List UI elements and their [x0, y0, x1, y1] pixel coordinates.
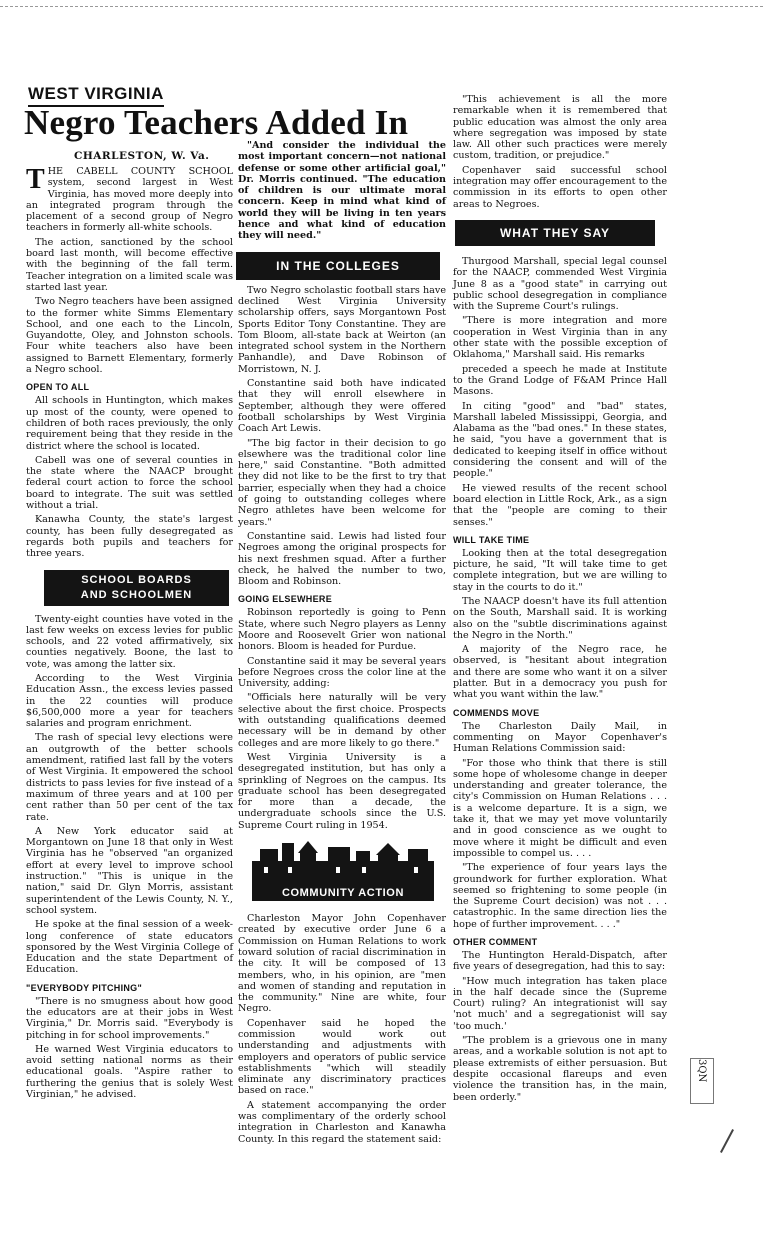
top-dashed-border [0, 6, 763, 7]
paragraph: The rash of special levy elections were an outgrowth of the better schools amendment, ratified last fall by the voters of West Virginia. It empowered the school districts to pass levies for five instead of a maximum of three years and at 100 per cent rather than 50 per cent of the tax rate. [26, 732, 233, 823]
paragraph: Constantine said. Lewis had listed four Negroes among the original prospects for his next freshmen squad. After a further check, he halved the number to two, Bloom and Robinson. [238, 530, 446, 588]
paragraph: The NAACP doesn't have its full attention on the South, Marshall said. It is working also on the "subtle discriminations against the Negro in the North." [453, 595, 667, 641]
section-box-colleges: IN THE COLLEGES [236, 252, 440, 280]
subhead-will-take-time: WILL TAKE TIME [453, 534, 530, 545]
subhead-open-to-all: OPEN TO ALL [26, 382, 90, 393]
paragraph: "How much integration has taken place in the half decade since the (Supreme Court) ruling? An integrationist will say 'not much' and a segregationist will say 'too much.' [453, 975, 667, 1032]
paragraph: Kanawha County, the state's largest county, has been fully desegregated as regards both pupils and teachers for three years. [26, 514, 233, 560]
headline: Negro Teachers Added In [24, 103, 409, 142]
paragraph: "For those who think that there is still some hope of wholesome change in deeper understanding and greater tolerance, the city's Commission on Human Relations . . . is a welcome departure. It is a sign, we take it, that we may yet move voluntarily and in good conscience as we ought to move where it might be difficult and even impossible to compel us. . . . [453, 757, 667, 859]
paragraph: Cabell was one of several counties in the state where the NAACP brought federal court action to force the school board to integrate. The suit was settled without a trial. [26, 454, 233, 512]
paragraph: Twenty-eight counties have voted in the last few weeks on excess levies for public schools, and 22 voted affirmatively, six counties negatively. Boone, the last to vote, was among the latter six. [26, 613, 233, 670]
paragraph: A majority of the Negro race, he observed, is "hesitant about integration and there are some who want it on a silver platter. But in a democracy you push for what you want within the law." [453, 644, 667, 701]
section-label: WEST VIRGINIA [28, 84, 164, 107]
paragraph: Constantine said both have indicated that they will enroll elsewhere in September, although they were offered football scholarships by West Virginia Coach Art Lewis. [238, 378, 446, 435]
paragraph: The action, sanctioned by the school board last month, will become effective with the beginning of the fall term. Teacher integration on a limited scale was started last year. [26, 236, 233, 293]
paragraph: "The experience of four years lays the groundwork for further exploration. What seemed so frightening to some people (in the Supreme Court decision) was not . . . catastrophic. In the same direction lies the hope of further improvement. . . ." [453, 862, 667, 930]
paragraph: The Huntington Herald-Dispatch, after five years of desegregation, had this to say: [453, 950, 667, 973]
paragraph: A New York educator said at Morgantown on June 18 that only in West Virginia has he "observed "an organized effort at every level to improve school instruction." "This is unique in the nation," said Dr. Glyn Morris, assistant superintendent of the Lewis County, N. Y., school system. [26, 825, 233, 916]
section-box-school-boards [44, 570, 229, 606]
paragraph: Constantine said it may be several years before Negroes cross the color line at the University, adding: [238, 655, 446, 690]
paragraph: "There is no smugness about how good the educators are at their jobs in West Virginia," Dr. Morris said. "Everybody is pitching in for school improvements." [26, 995, 233, 1041]
paragraph: "Officials here naturally will be very selective about the first choice. Prospects with outstanding qualifications deemed necessary will be in demand by other colleges and are more likely to go there." [238, 692, 446, 749]
edge-stamp-text: 3QN [696, 1059, 707, 1083]
paragraph: Robinson reportedly is going to Penn State, where such Negro players as Lenny Moore and Roosevelt Grier won national honors. Bloom is headed for Purdue. [238, 607, 446, 653]
paragraph: West Virginia University is a desegregated institution, but has only a sprinkling of Negroes on the campus. Its graduate school has been desegregated for more than a decade, the undergraduate schools since the U.S. Supreme Court ruling in 1954. [238, 751, 446, 831]
subhead-going-elsewhere: GOING ELSEWHERE [238, 594, 333, 605]
paragraph: The Charleston Daily Mail, in commenting on Mayor Copenhaver's Human Relations Commission said: [453, 720, 667, 755]
paragraph: Copenhaver said successful school integration may offer encouragement to the commission in its efforts to open other areas to Negroes. [453, 164, 667, 210]
subhead-other-comment: OTHER COMMENT [453, 937, 538, 947]
column-1 [26, 166, 233, 1103]
community-action-illustration [248, 839, 438, 903]
paragraph: In citing "good" and "bad" states, Marshall labeled Mississippi, Georgia, and Alabama as the "bad ones." In these states, he said, "you have a government that is dedicated to keeping itself in office without considering the consent and will of the people." [453, 400, 667, 480]
paragraph: "This achievement is all the more remarkable when it is remembered that public education was almost the only area where segregation was imposed by state law. All other such practices were merely custom, tradition, or prejudice." [453, 94, 667, 162]
paragraph: He spoke at the final session of a week-long conference of state educators sponsored by the West Virginia College of Education and the state Department of Education. [26, 919, 233, 976]
dateline: CHARLESTON, W. Va. [74, 150, 210, 162]
box-line-2: AND SCHOOLMEN [80, 588, 193, 601]
box-line-1: SCHOOL BOARDS [81, 573, 192, 586]
paragraph: "And consider the individual the most important concern—not national defense or some other artificial goal," Dr. Morris continued. "The education of children is our ultimate moral concern. Keep in mind what kind of world they will be living in ten years hence and what kind of education they will need." [238, 140, 446, 242]
paragraph: preceded a speech he made at Institute to the Grand Lodge of F&AM Prince Hall Masons. [453, 363, 667, 398]
paragraph: Charleston Mayor John Copenhaver created by executive order June 6 a Commission on Human Relations to work toward solution of racial discrimination in the city. It will be composed of 13 members, who, in his opinion, are "men and women of standing and reputation in the community." Nine are white, four Negro. [238, 913, 446, 1015]
paragraph: All schools in Huntington, which makes up most of the county, were opened to children of both races previously, the only requirement being that they reside in the district where the school is located. [26, 395, 233, 452]
lead-paragraph [26, 166, 233, 234]
paragraph: According to the West Virginia Education Assn., the excess levies passed in the 22 counties will produce $6,500,000 more a year for teachers salaries and program enrichment. [26, 672, 233, 730]
paragraph: Two Negro teachers have been assigned to the former white Simms Elementary School, and one each to the Lincoln, Guyandotte, Oley, and Johnston schools. Four white teachers also have been assigned to Barnett Elementary, formerly a Negro school. [26, 296, 233, 376]
paragraph: Thurgood Marshall, special legal counsel for the NAACP, commended West Virginia June 8 as a "good state" in carrying out public school desegregation in compliance with the Supreme Court's rulings. [453, 255, 667, 313]
column-3 [453, 94, 667, 1106]
paragraph: Looking then at the total desegregation picture, he said, "It will take time to get complete integration, but we are willing to stay in the courts to do it." [453, 547, 667, 593]
paragraph: He viewed results of the recent school board election in Little Rock, Ark., as a sign that the "people are coming to their senses." [453, 482, 667, 528]
paragraph: Copenhaver said he hoped the commission would work out understanding and adjustments with employers and operators of public service establishments "which will steadily eliminate any discriminatory practices based on race." [238, 1017, 446, 1097]
margin-pencil-mark [720, 1129, 734, 1153]
lead-text: HE CABELL COUNTY SCHOOL system, second largest in West Virginia, has moved more deeply into an integrated program through the placement of a second group of Negro teachers in formerly all-white schools. [26, 166, 233, 234]
subhead-commends-move: COMMENDS MOVE [453, 707, 540, 718]
column-2 [238, 140, 446, 1148]
paragraph: "The problem is a grievous one in many areas, and a workable solution is not apt to please extremists of either persuasion. But despite occasional flareups and even violence the transition has, in the main, been orderly." [453, 1035, 667, 1103]
paragraph: "There is more integration and more cooperation in West Virginia than in any other state with the possible exception of Oklahoma," Marshall said. His remarks [453, 315, 667, 361]
paragraph: A statement accompanying the order was complimentary of the orderly school integration in Charleston and Kanawha County. In this regard the statement said: [238, 1099, 446, 1145]
edge-stamp [690, 1058, 714, 1104]
paragraph: "The big factor in their decision to go elsewhere was the traditional color line here," said Constantine. "Both admitted they did not like to be the first to try that barrier, especially when they had a choice of going to outstanding colleges where Negro athletes have been welcome for years." [238, 437, 446, 528]
section-box-what-they-say: WHAT THEY SAY [455, 220, 655, 246]
subhead-everybody-pitching: "EVERYBODY PITCHING" [26, 982, 143, 993]
community-action-label: COMMUNITY ACTION [252, 885, 434, 901]
paragraph: Two Negro scholastic football stars have declined West Virginia University scholarship offers, says Morgantown Post Sports Editor Tony Constantine. They are Tom Bloom, all-state back at Weirton (an integrated school system in the Northern Panhandle), and Dave Robinson of Morristown, N. J. [238, 284, 446, 375]
drop-cap: T [26, 164, 45, 195]
paragraph: He warned West Virginia educators to avoid setting national norms as their educational goals. "Aspire rather to furthering the genius that is solely West Virginian," he advised. [26, 1043, 233, 1101]
